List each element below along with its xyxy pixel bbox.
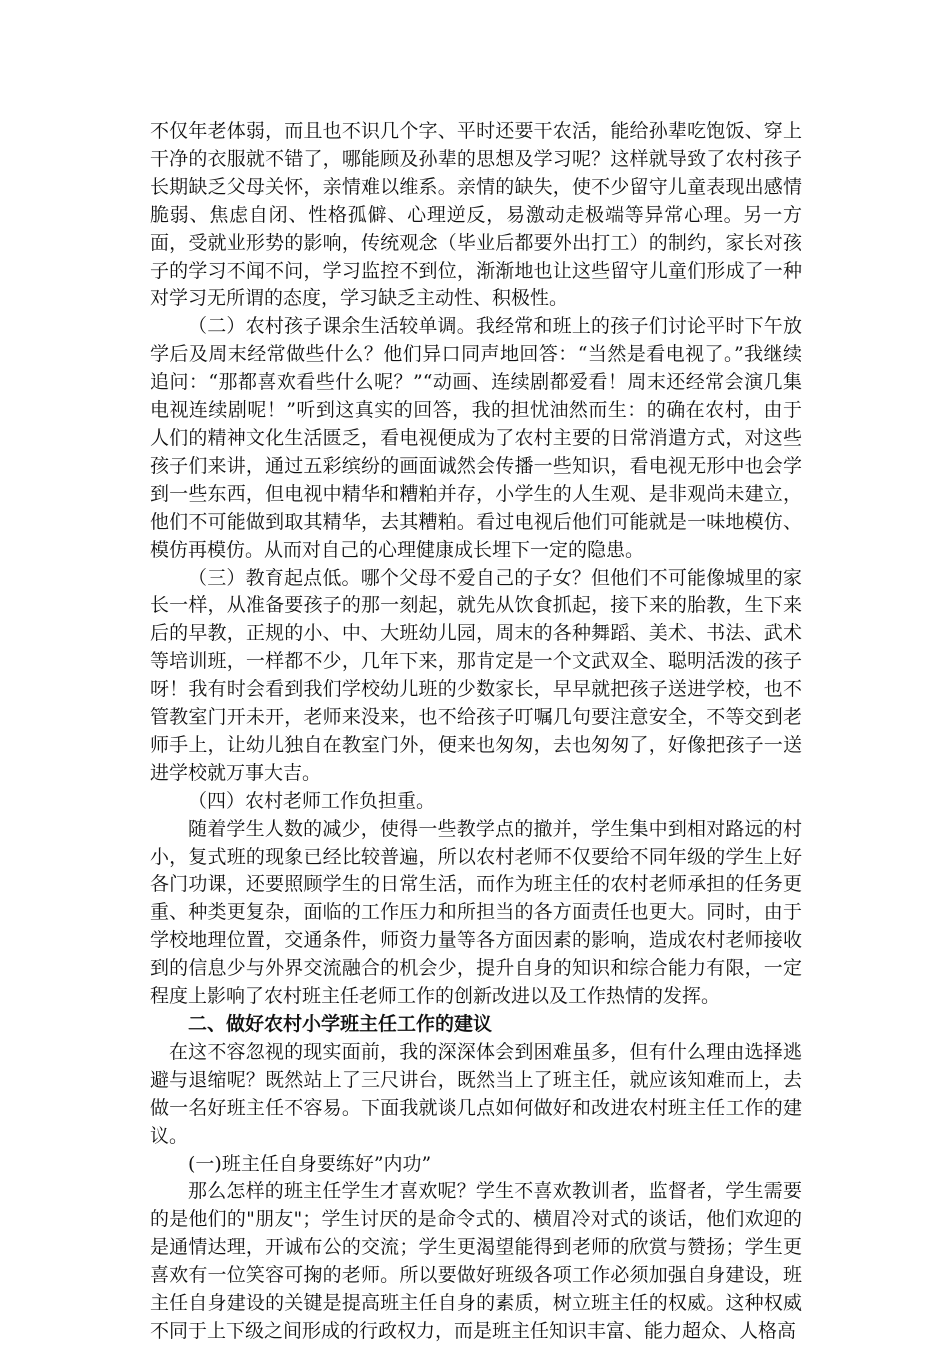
paragraph-section-2: （二）农村孩子课余生活较单调。我经常和班上的孩子们讨论平时下午放学后及周末经常做些什么？他们异口同声地回答：“当然是看电视了。”我继续追问：“那都喜欢看些什么呢？”“动画、连续剧都爱看！周末还经常会演几集电视连续剧呢！”听到这真实的回答，我的担忧油然而生：的确在农村，由于人们的精神文化生活匮乏，看电视便成为了农村主要的日常消遣方式，对这些孩子们来讲，通过五彩缤纷的画面诚然会传播一些知识，看电视无形中也会学到一些东西，但电视中精华和糟粕并存，小学生的人生观、是非观尚未建立，他们不可能做到取其精华，去其糟粕。看过电视后他们可能就是一味地模仿、模仿再模仿。从而对自己的心理健康成长埋下一定的隐患。 [150,315,802,561]
paragraph-intro: 在这不容忽视的现实面前，我的深深体会到困难虽多，但有什么理由选择逃避与退缩呢？既然站上了三尺讲台，既然当上了班主任，就应该知难而上，去做一名好班主任不容易。下面我就谈几点如何做好和改进农村班主任工作的建议。 [150,1040,802,1147]
document-body [150,118,802,1346]
paragraph-subheading: (一)班主任自身要练好”内功” [188,1152,432,1175]
paragraph-section-4-title: （四）农村老师工作负担重。 [188,789,436,812]
section-heading: 二、做好农村小学班主任工作的建议 [188,1013,493,1035]
paragraph-continuation: 不仅年老体弱，而且也不识几个字、平时还要干农活，能给孙辈吃饱饭、穿上干净的衣服就不错了，哪能顾及孙辈的思想及学习呢？这样就导致了农村孩子长期缺乏父母关怀，亲情难以维系。亲情的缺失，使不少留守儿童表现出感情脆弱、焦虑自闭、性格孤僻、心理逆反，易激动走极端等异常心理。另一方面，受就业形势的影响，传统观念（毕业后都要外出打工）的制约，家长对孩子的学习不闻不问，学习监控不到位，渐渐地也让这些留守儿童们形成了一种对学习无所谓的态度，学习缺乏主动性、积极性。 [150,120,802,310]
paragraph-section-4-body: 随着学生人数的减少，使得一些教学点的撤并，学生集中到相对路远的村小，复式班的现象已经比较普遍，所以农村老师不仅要给不同年级的学生上好各门功课，还要照顾学生的日常生活，而作为班主任的农村老师承担的任务更重、种类更复杂，面临的工作压力和所担当的各方面责任也更大。同时，由于学校地理位置，交通条件，师资力量等各方面因素的影响，造成农村老师接收到的信息少与外界交流融合的机会少，提升自身的知识和综合能力有限，一定程度上影响了农村班主任老师工作的创新改进以及工作热情的发挥。 [150,817,802,1008]
paragraph-subsection-1: 那么怎样的班主任学生才喜欢呢？学生不喜欢教训者，监督者，学生需要的是他们的"朋友"；学生讨厌的是命令式的、横眉冷对式的谈话，他们欢迎的是通情达理，开诚布公的交流；学生更渴望能得到老师的欣赏与赞扬；学生更喜欢有一位笑容可掬的老师。所以要做好班级各项工作必须加强自身建设，班主任自身建设的关键是提高班主任自身的素质，树立班主任的权威。这种权威不同于上下级之间形成的行政权力，而是班主任知识丰富、能力超众、人格高 [150,1180,802,1342]
paragraph-section-3: （三）教育起点低。哪个父母不爱自己的子女？但他们不可能像城里的家长一样，从准备要孩子的那一刻起，就先从饮食抓起，接下来的胎教，生下来后的早教，正规的小、中、大班幼儿园，周末的各种舞蹈、美术、书法、武术等培训班，一样都不少，几年下来，那肯定是一个文武双全、聪明活泼的孩子呀！我有时会看到我们学校幼儿班的少数家长，早早就把孩子送进学校，也不管教室门开未开，老师来没来，也不给孩子叮嘱几句要注意安全，不等交到老师手上，让幼儿独自在教室门外，便来也匆匆，去也匆匆了，好像把孩子一送进学校就万事大吉。 [150,566,802,784]
